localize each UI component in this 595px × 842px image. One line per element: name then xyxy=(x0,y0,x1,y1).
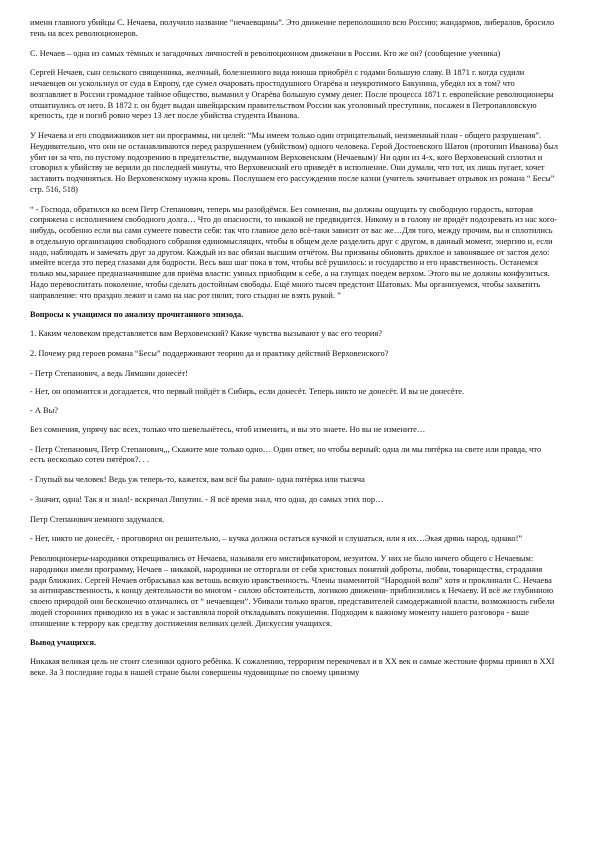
section-heading-conclusion: Вывод учащихся. xyxy=(30,638,97,648)
dialogue-line: - Глупый вы человек! Ведь уж теперь-то, кажется, вам всё бы равно- одна пятёрка или тысяча xyxy=(30,475,365,484)
dialogue-line: - Петр Степанович, Петр Степанович,,, Скажите мне только одно… Один ответ, но чтобы верный: одна ли мы пятёрка на свете или правда, что есть несколько сотен пятёрок?. . . xyxy=(30,444,542,465)
dialogue-line: - Значит, одна! Так я и знал!- вскричал Липутин. - Я всё время знал, что одна, до самых этих пор… xyxy=(30,494,384,504)
paragraph-nechaevshchina-intro: имени главного убийцы С. Нечаева, получило название “нечаевщины”. Это движение переполошило всю Россию; жандармов, либералов, бросило тень на всех революционеров. xyxy=(30,18,555,38)
dialogue-line: - Нет, он опомнится и догадается, что первый пойдёт в Сибирь, если донесёт. Теперь никто не донесёт. И вы не донесёте. xyxy=(30,387,465,397)
dialogue-line: - А Вы? xyxy=(30,406,58,415)
section-heading-questions: Вопросы к учащимся по анализу прочитанного эпизода. xyxy=(30,310,244,320)
paragraph-question-1: 1. Каким человеком представляется вам Верховенский? Какие чувства вызывают у вас его теория? xyxy=(30,329,382,338)
paragraph-who-is-nechaev: С. Нечаев – одна из самых тёмных и загадочных личностей в революционном движении в России. Кто же он? (сообщение ученика) xyxy=(30,48,501,58)
paragraph-narodniki: Революционеры-народники открещивались от Нечаева, называли его мистификатором, иезуитом. У них не было ничего общего с Нечаевым: народники имели программу, Нечаев – никакой, народники не отторгали от себя христовых понятий доброты, любви, товарищества, страдания ради ближних. Сергей Нечаев отбрасывал как ветошь всякую нравственность. Члены знаменитой “Народной воли” хотя и проклинали С. Нечаева за антинравственность, к концу деятельности во многом - силою обстоятельств, логикою движения- приблизились к Нечаеву. И всё же глубинною своею природой они бесконечно отличались от “ нечаевщеи”. Убивали только врагов, представителей самодержавной власти, возможность гибели людей сторонних приводило их в ужас и заставляла порой откладывать покушения. Подходим к важному моменту нашего разговора - ваше отношение к террору как средству достижения великих целей. Дискуссия учащихся. xyxy=(30,554,555,628)
document-page xyxy=(30,18,558,688)
paragraph-novel-quote: “ - Господа, обратился ко всем Петр Степанович, теперь мы разойдёмся. Без сомнения, вы должны ощущать ту свободную гордость, которая сопряжена с исполнением свободного долга… Что до опасности, то никакой не предвидится. Никому и в голову не придёт подозревать из нас кого-нибудь, особенно если вы сами сумеете повести себя: так что главное дело всё-таки зависит от вас же…Для того, между прочим, вы и сплотились в отдельную организацию свободного собрания единомыслящих, чтобы в общем деле разделить друг с другом, в данный момент, энергию и, если надо, наблюдать и замечать друг за другом. Каждый из вас обязан высшим отчётом. Вы призваны обновить дряхлое и завонявшее от застоя дело: имейте всегда это перед глазами для бодрости. Весь ваш шаг пока в том, чтобы всё рушилось: и государство и его нравственность. Останемся только мы,заранее предназначившие для приёма власти: умных приобщим к себе, а на глупцах поедем верхом. Этого вы не должны конфузиться. Надо перевоспитать поколение, чтобы сделать достойным свободы. Ещё много тысяч предстоит Шатовых. Мы организуемся, чтобы захватить направление: что праздно лежит и само на нас рот пялит, того стыдно не взять рукой. ” xyxy=(30,204,558,300)
paragraph-nechaev-biography: Сергей Нечаев, сын сельского священника, желчный, болезненного вида юноша приобрёл с годами большую славу. В 1871 г. когда судили нечаевцев он ускользнул от суда в Европу, где сумел очаровать простодушного Огарёва и неукротимого Бакунина, убедил их в том? что возглавляет в России громадное тайное общество, выманил у Огарёва большую сумму денег. После процесса 1871 г. европейские революционеры отшатнулись от него. В 1872 г. он будет выдан швейцарским правительством России как уголовный преступник, посажен в Петропавловскую крепость, где и погиб ровно через 13 лет после убийства студента Иванова. xyxy=(30,68,554,121)
dialogue-line: Петр Степанович немного задумался. xyxy=(30,514,165,524)
dialogue-line: - Петр Степанович, а ведь Лямшин донесёт! xyxy=(30,368,188,378)
dialogue-line: - Нет, никто не донесёт, - проговорил он решительно, – кучка должна остаться кучкой и слушаться, или я их…Экая дрянь народ, однако!” xyxy=(30,534,523,544)
paragraph-conclusion: Никакая великая цель не стоит слезинки одного ребёнка. К сожалению, терроризм перекочевал и в XX век и самые жестокие формы принял в XXI веке. За 3 последние годы в нашей стране были совершены чудовищные по своему цинизму xyxy=(30,657,555,677)
dialogue-line: Без сомнения, упрячу вас всех, только что шевельнётесь, чтоб изменить, и вы это знаете. Но вы не измените… xyxy=(30,424,426,434)
paragraph-no-program: У Нечаева и его сподвижников нет ни программы, ни целей: “Мы имеем только один отрицательный, неизменный план - общего разрушения”. Неудивительно, что они не останавливаются перед разрушением (убийством) одного человека. Герой Достоевского Шатов (протопип Иванова) был убит ни за что, по пустому подозрению в предательстве, выдуманном Верховенским (Нечаевым)/ Ни один из 4-х, кого Верховенский сплотил и сговорил к убийству не верили до последней минуты, что Верховенский его приведёт в исполнение. Они думали, что тот, их лишь пугает, хочет заставить подчиняться. Но Верховенскому нужна кровь. Послушаем его рассуждения после казни (учитель зачитывает отрывок из романа “ Бесы” стр. 516, 518) xyxy=(30,131,558,194)
paragraph-question-2: 2. Почему ряд героев романа “Бесы” поддерживают теорию да и практику действий Верховенского? xyxy=(30,348,389,358)
